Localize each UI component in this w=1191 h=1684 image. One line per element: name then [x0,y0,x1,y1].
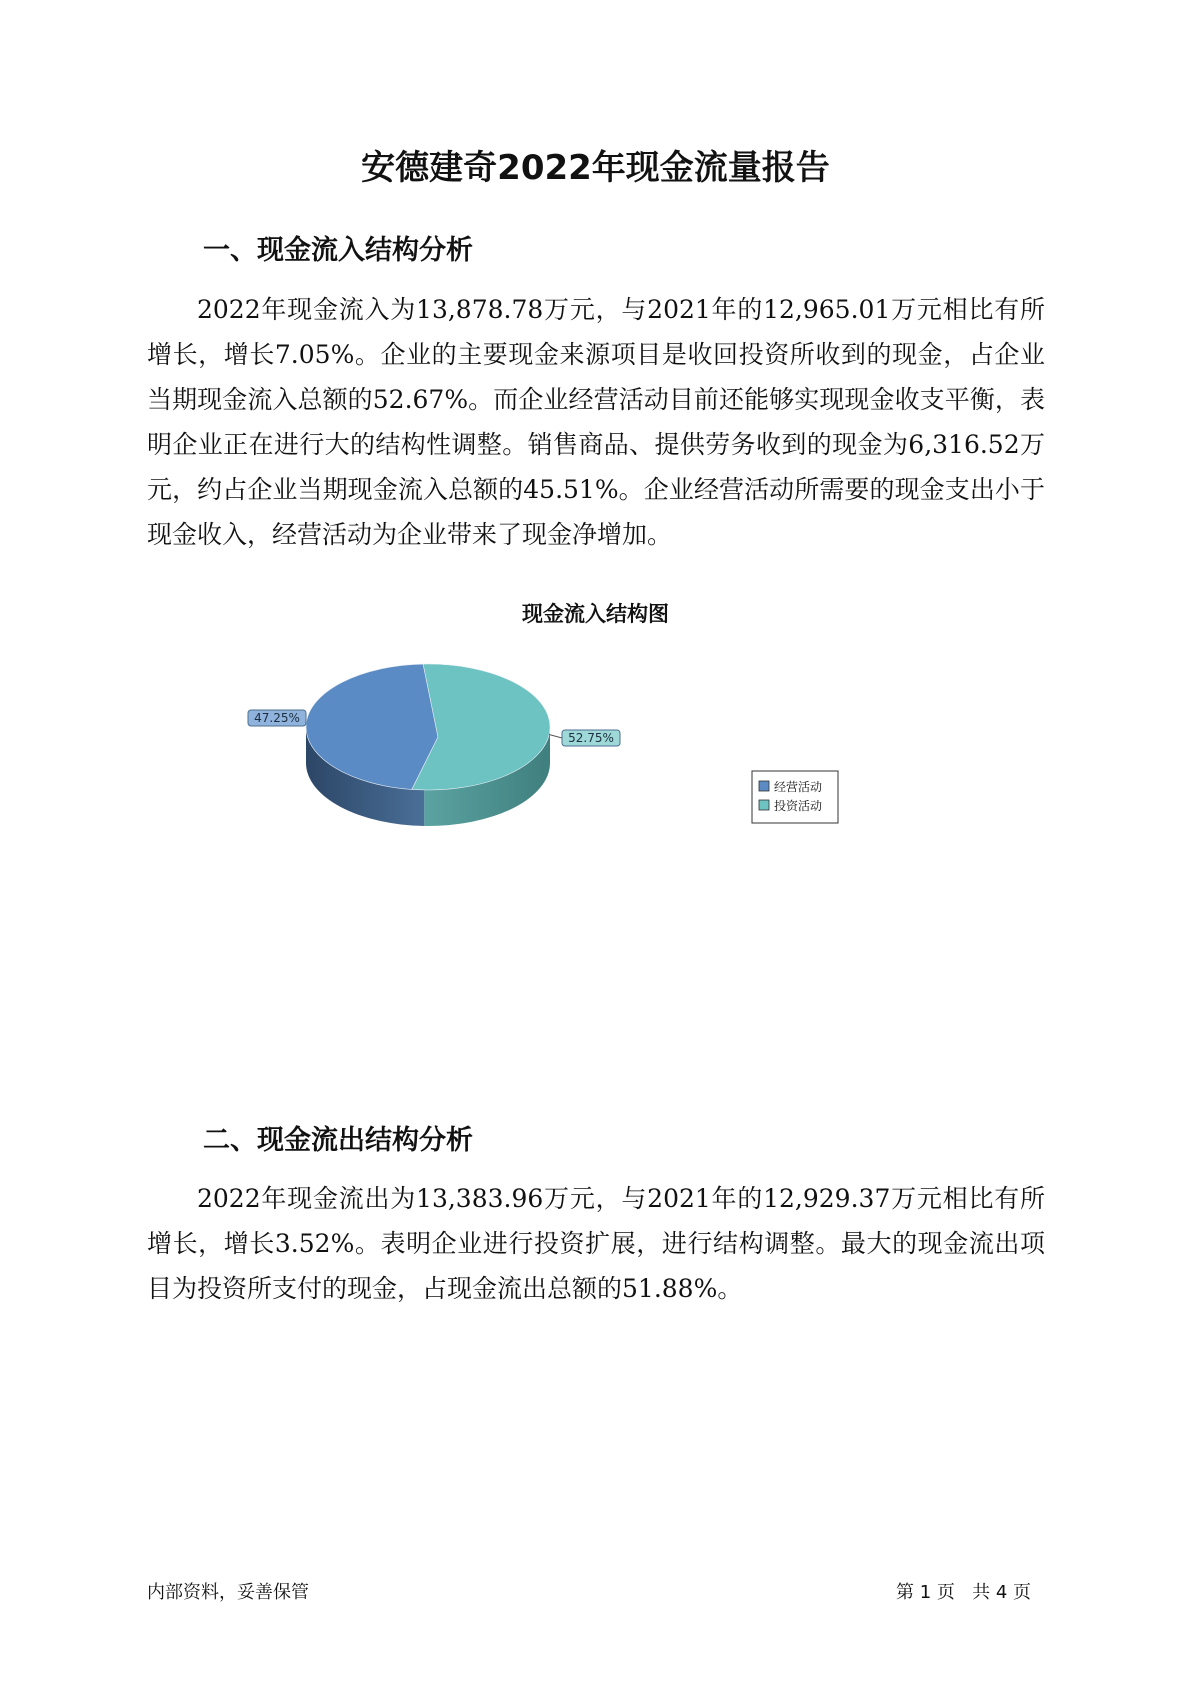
chart-title: 现金流入结构图 [522,602,669,626]
data-label-investing: 52.75% [568,731,614,745]
section-heading-outflow: 二、现金流出结构分析 [203,1125,473,1156]
legend-swatch-investing [759,800,769,810]
footer-page-num: 1 [919,1582,932,1603]
paragraph-inflow [147,287,1045,557]
footer-total-prefix: 共 [972,1582,991,1603]
data-label-operating: 47.25% [254,711,300,725]
paragraph-outflow-text: 2022年现金流出为13,383.96万元，与2021年的12,929.37万元相比有所增长，增长3.52%。表明企业进行投资扩展，进行结构调整。最大的现金流出项目为投资所支付的现金，占现金流出总额的51.88%。 [147,1184,1045,1303]
data-label-investing-leader [549,735,562,738]
pie-chart [0,660,1191,890]
legend-swatch-operating [759,781,769,791]
footer-page-mid: 页 [936,1582,955,1603]
footer-confidential: 内部资料，妥善保管 [147,1582,309,1603]
page-title: 安德建奇2022年现金流量报告 [361,148,830,188]
section-heading-inflow: 一、现金流入结构分析 [203,235,473,266]
legend-label-operating: 经营活动 [774,780,823,794]
footer-page-prefix: 第 [896,1582,914,1603]
legend-label-investing: 投资活动 [774,799,823,813]
footer-total-suffix: 页 [1013,1582,1032,1603]
footer-page-number [896,1578,1031,1604]
chart-legend [752,771,838,823]
footer-total-num: 4 [995,1582,1008,1603]
paragraph-inflow-text: 2022年现金流入为13,878.78万元，与2021年的12,965.01万元相比有所增长，增长7.05%。企业的主要现金来源项目是收回投资所收到的现金，占企业当期现金流入总额的52.67%。而企业经营活动目前还能够实现现金收支平衡，表明企业正在进行大的结构性调整。销售商品、提供劳务收到的现金为6,316.52万元，约占企业当期现金流入总额的45.51%。企业经营活动所需要的现金支出小于现金收入，经营活动为企业带来了现金净增加。 [147,295,1045,549]
paragraph-outflow [147,1176,1045,1311]
